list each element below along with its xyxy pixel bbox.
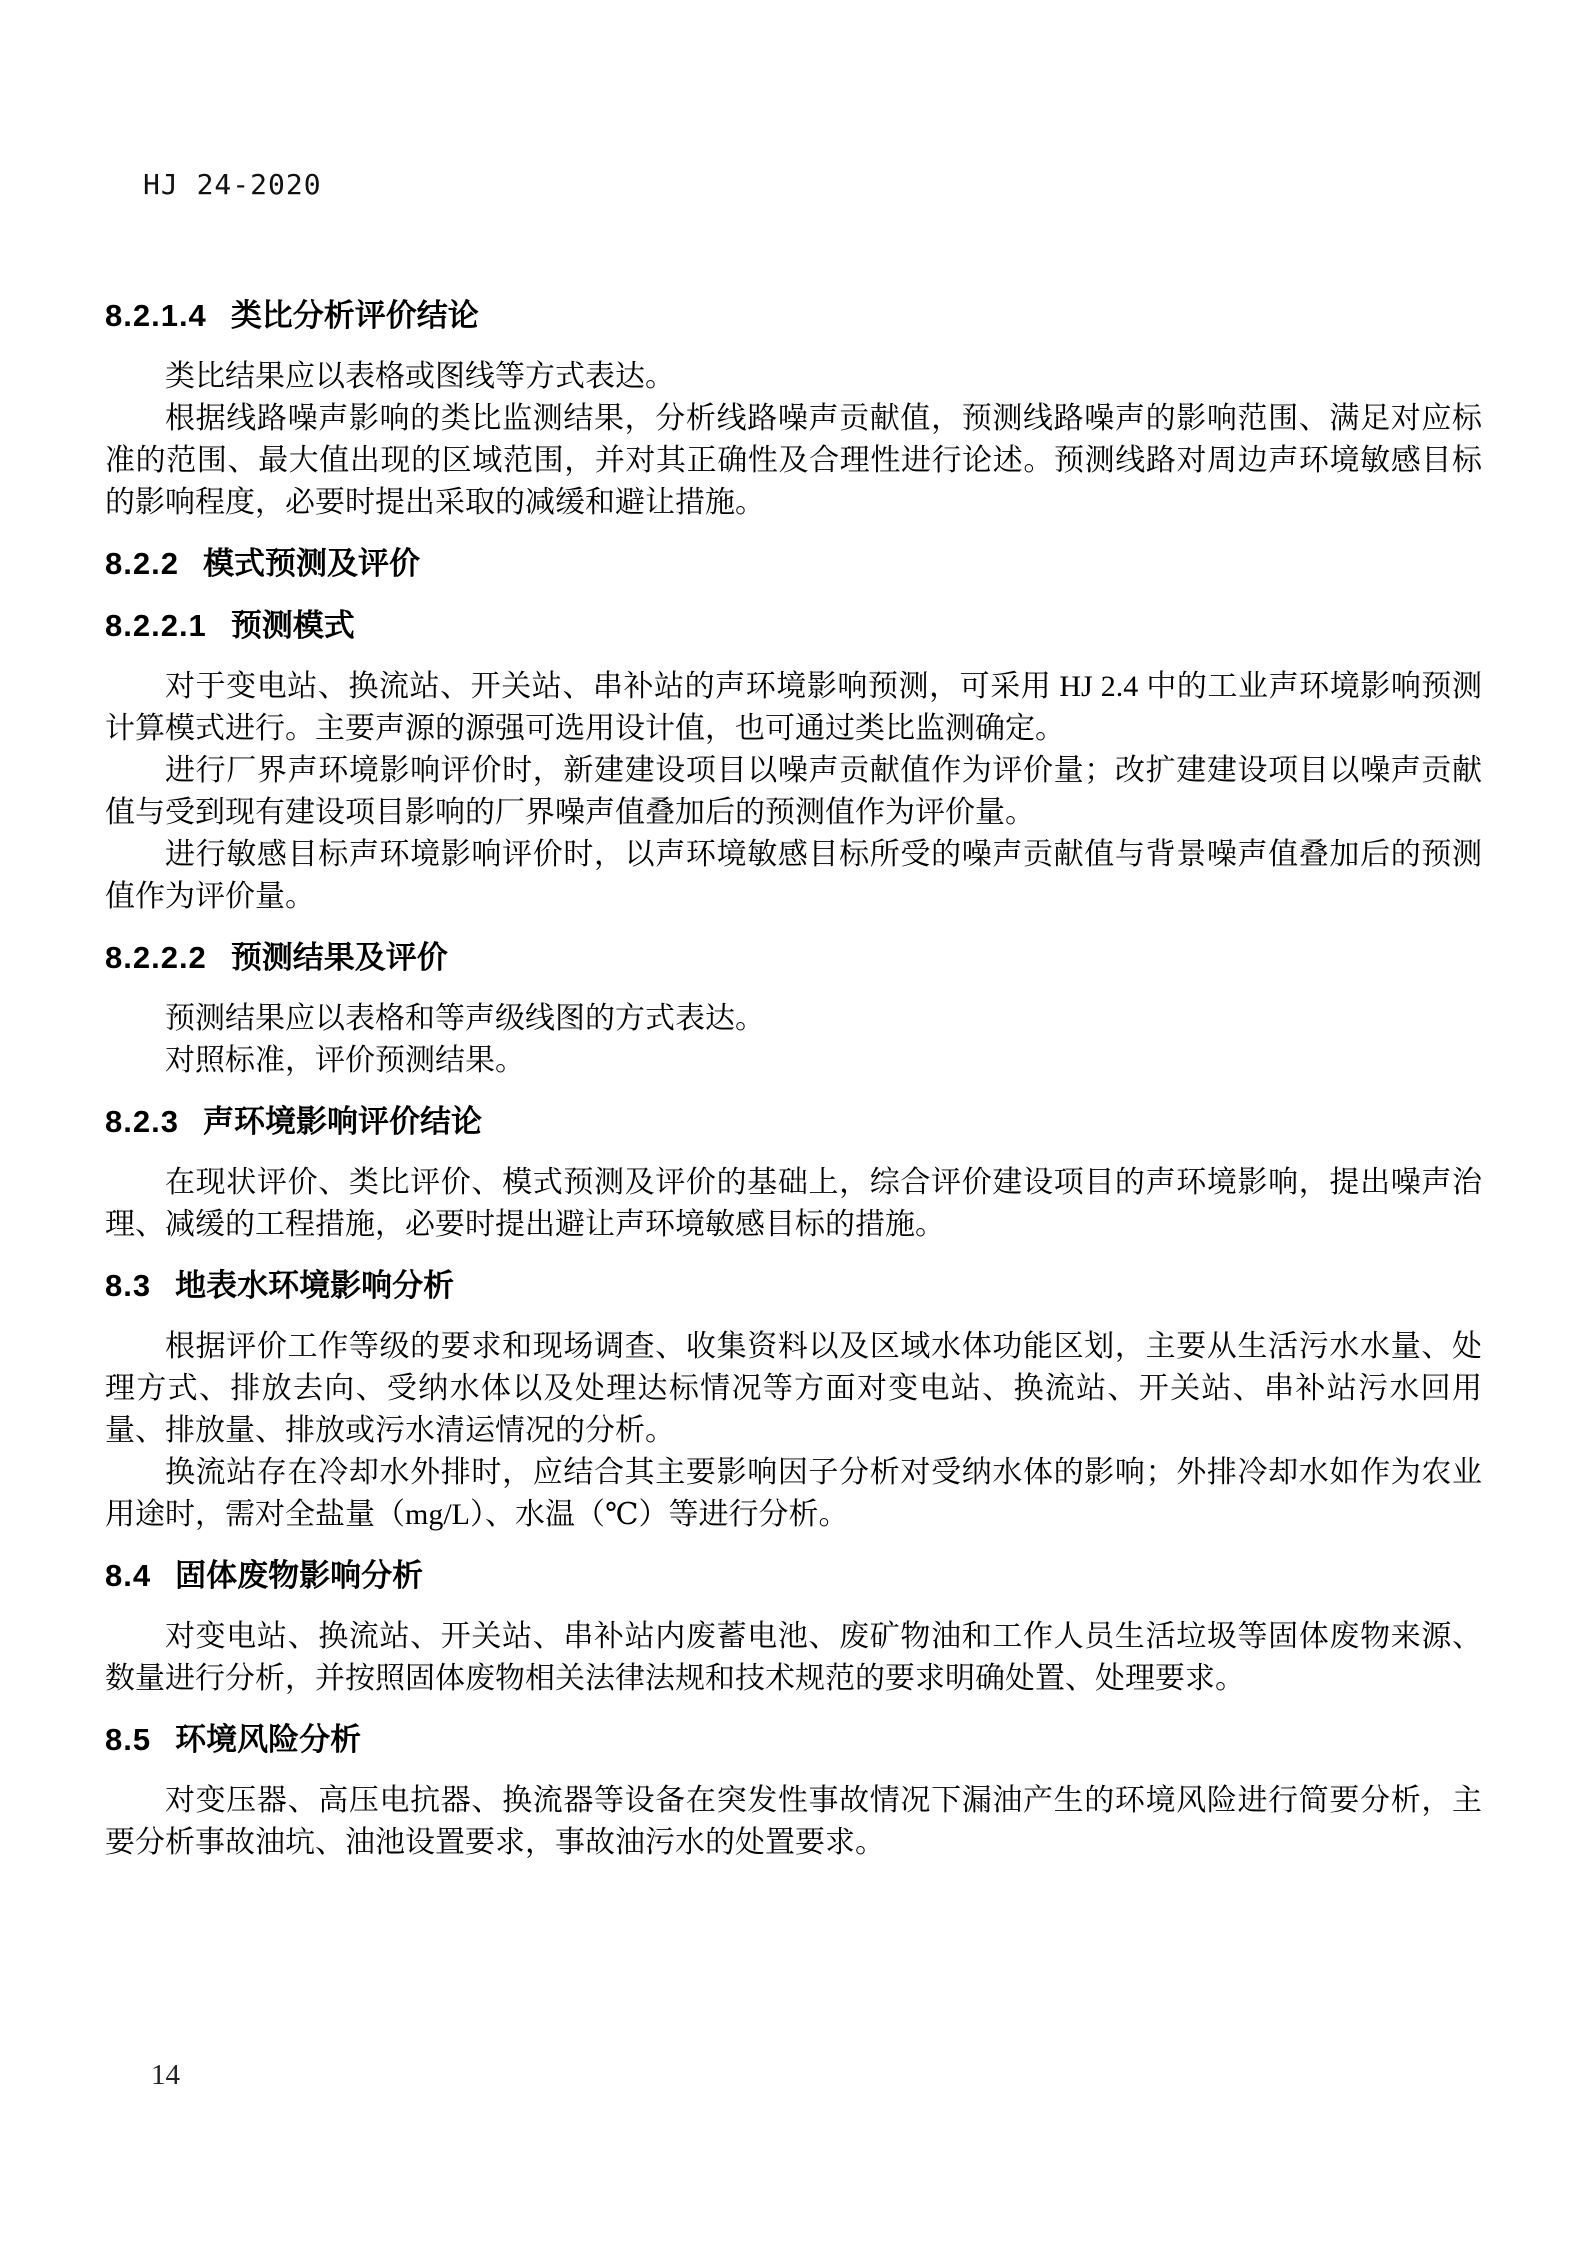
section-title: 类比分析评价结论 — [230, 298, 479, 333]
paragraph: 对变电站、换流站、开关站、串补站内废蓄电池、废矿物油和工作人员生活垃圾等固体废物来源、数量进行分析，并按照固体废物相关法律法规和技术规范的要求明确处置、处理要求。 — [105, 1620, 1482, 1695]
paragraph: 换流站存在冷却水外排时，应结合其主要影响因子分析对受纳水体的影响；外排冷却水如作为农业用途时，需对全盐量（mg/L）、水温（℃）等进行分析。 — [105, 1456, 1482, 1531]
paragraph: 进行厂界声环境影响评价时，新建建设项目以噪声贡献值作为评价量；改扩建建设项目以噪声贡献值与受到现有建设项目影响的厂界噪声值叠加后的预测值作为评价量。 — [105, 754, 1482, 829]
paragraph: 类比结果应以表格或图线等方式表达。 — [165, 360, 675, 393]
section-title: 地表水环境影响分析 — [175, 1268, 455, 1303]
paragraph: 进行敏感目标声环境影响评价时，以声环境敏感目标所受的噪声贡献值与背景噪声值叠加后的预测值作为评价量。 — [105, 838, 1482, 913]
page-content — [0, 170, 1587, 1864]
section-title: 预测结果及评价 — [230, 940, 448, 975]
section-number: 8.4 — [105, 1558, 152, 1593]
section-heading-84 — [105, 1554, 1482, 1598]
section-number: 8.2.2.2 — [105, 940, 207, 975]
section-number: 8.2.2 — [105, 546, 179, 581]
section-title: 模式预测及评价 — [202, 546, 420, 581]
section-number: 8.3 — [105, 1268, 152, 1303]
standard-number-header: HJ 24-2020 — [143, 168, 322, 201]
section-heading-822 — [105, 542, 1482, 586]
paragraph: 根据评价工作等级的要求和现场调查、收集资料以及区域水体功能区划，主要从生活污水水量、处理方式、排放去向、受纳水体以及处理达标情况等方面对变电站、换流站、开关站、串补站污水回用量、排放量、排放或污水清运情况的分析。 — [105, 1330, 1482, 1447]
section-heading-8214 — [105, 294, 1482, 338]
page-number: 14 — [151, 2059, 180, 2091]
section-number: 8.5 — [105, 1722, 152, 1757]
paragraph: 预测结果应以表格和等声级线图的方式表达。 — [165, 1002, 765, 1035]
section-title: 声环境影响评价结论 — [202, 1104, 482, 1139]
paragraph: 根据线路噪声影响的类比监测结果，分析线路噪声贡献值，预测线路噪声的影响范围、满足对应标准的范围、最大值出现的区域范围，并对其正确性及合理性进行论述。预测线路对周边声环境敏感目标的影响程度，必要时提出采取的减缓和避让措施。 — [105, 402, 1482, 519]
paragraph: 在现状评价、类比评价、模式预测及评价的基础上，综合评价建设项目的声环境影响，提出噪声治理、减缓的工程措施，必要时提出避让声环境敏感目标的措施。 — [105, 1166, 1482, 1241]
paragraph: 对于变电站、换流站、开关站、串补站的声环境影响预测，可采用 HJ 2.4 中的工业声环境影响预测计算模式进行。主要声源的源强可选用设计值，也可通过类比监测确定。 — [105, 670, 1482, 745]
section-heading-85 — [105, 1718, 1482, 1762]
section-number: 8.2.2.1 — [105, 608, 207, 643]
paragraph: 对变压器、高压电抗器、换流器等设备在突发性事故情况下漏油产生的环境风险进行简要分析，主要分析事故油坑、油池设置要求，事故油污水的处置要求。 — [105, 1784, 1482, 1859]
section-heading-83 — [105, 1264, 1482, 1308]
section-heading-823 — [105, 1100, 1482, 1144]
section-heading-8221 — [105, 604, 1482, 648]
section-heading-8222 — [105, 936, 1482, 980]
paragraph: 对照标准，评价预测结果。 — [165, 1044, 525, 1077]
section-title: 环境风险分析 — [175, 1722, 362, 1757]
section-number: 8.2.1.4 — [105, 298, 207, 333]
section-title: 预测模式 — [230, 608, 355, 643]
section-title: 固体废物影响分析 — [175, 1558, 424, 1593]
section-number: 8.2.3 — [105, 1104, 179, 1139]
